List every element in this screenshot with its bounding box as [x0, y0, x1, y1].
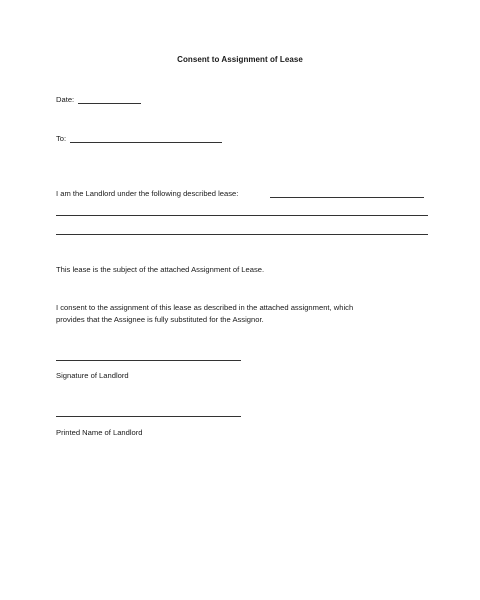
lease-statement: I am the Landlord under the following described lease:: [56, 189, 239, 198]
lease-description-line-1[interactable]: [270, 197, 424, 198]
consent-paragraph: [56, 302, 436, 325]
signature-label: Signature of Landlord: [56, 371, 129, 380]
printed-name-line[interactable]: [56, 416, 241, 417]
date-field-line[interactable]: [78, 103, 141, 104]
to-field-line[interactable]: [70, 142, 222, 143]
lease-description-line-2[interactable]: [56, 215, 428, 216]
signature-line[interactable]: [56, 360, 241, 361]
consent-line-1: I consent to the assignment of this lease as described in the attached assignment, which: [56, 303, 354, 312]
to-label: To:: [56, 134, 67, 143]
subject-statement: This lease is the subject of the attached Assignment of Lease.: [56, 265, 265, 274]
consent-line-2: provides that the Assignee is fully substituted for the Assignor.: [56, 314, 264, 324]
document-title: Consent to Assignment of Lease: [177, 55, 303, 64]
printed-name-label: Printed Name of Landlord: [56, 428, 143, 437]
date-label: Date:: [56, 95, 75, 104]
lease-description-line-3[interactable]: [56, 234, 428, 235]
